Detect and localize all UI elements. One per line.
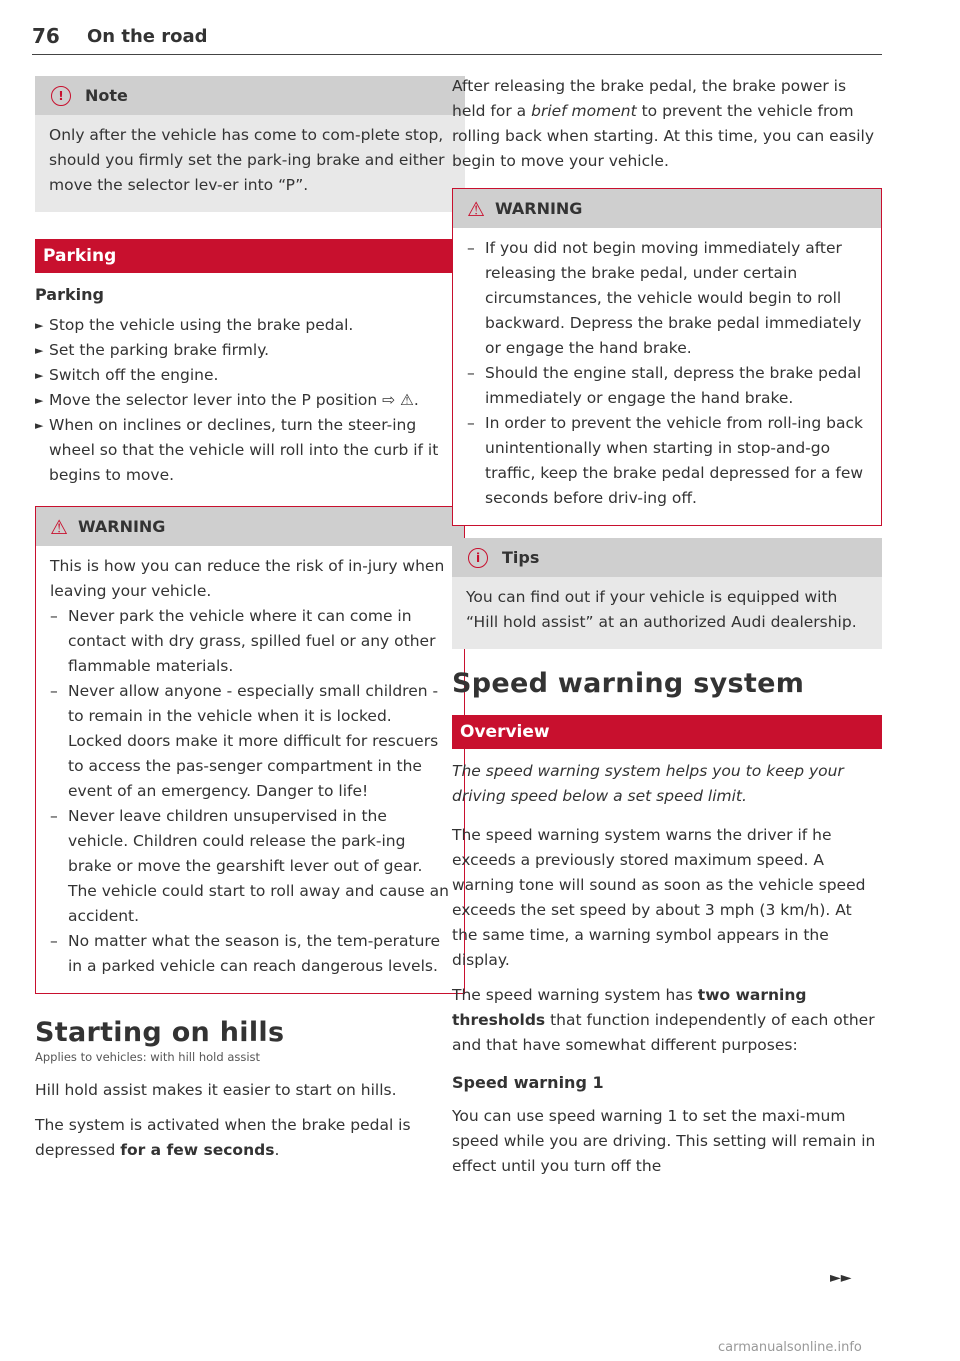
list-item: – In order to prevent the vehicle from roll-ing back unintentionally when starting in stop-and-go traffic, keep the brake pedal depressed for a few seconds before driv-ing off. <box>467 414 864 507</box>
parking-warning-box <box>35 506 465 994</box>
info-icon: i <box>468 548 488 568</box>
note-icon: ! <box>51 86 71 106</box>
speed-warning-1-paragraph: You can use speed warning 1 to set the maxi-mum speed while you are driving. This setting will remain in effect until you turn off the <box>452 1107 876 1175</box>
list-item: – No matter what the season is, the tem-perature in a parked vehicle can reach dangerous levels. <box>50 932 440 975</box>
list-item: – Never allow anyone - especially small children - to remain in the vehicle when it is locked. Locked doors make it more difficult for rescuers to access the pas-senger compartment in the event of an emergency. Danger to life! <box>50 682 439 800</box>
tips-body: You can find out if your vehicle is equipped with “Hill hold assist” at an authorized Audi dealership. <box>466 588 857 631</box>
warning-label: WARNING <box>494 199 583 218</box>
parking-section-bar: Parking <box>35 239 465 273</box>
section-title: On the road <box>87 26 208 47</box>
continue-arrow-icon: ►► <box>830 1270 852 1286</box>
overview-section-bar: Overview <box>452 715 882 749</box>
parking-heading: Parking <box>35 285 104 304</box>
warning-intro: This is how you can reduce the risk of in-jury when leaving your vehicle. <box>50 557 445 600</box>
tips-header <box>452 538 882 577</box>
note-label: Note <box>85 86 128 105</box>
list-item: – Never park the vehicle where it can come in contact with dry grass, spilled fuel or any other flammable materials. <box>50 607 436 675</box>
list-item: ► Stop the vehicle using the brake pedal. <box>35 316 354 334</box>
hill-warning-box <box>452 188 882 526</box>
warning-list <box>50 604 450 979</box>
overview-p2: The speed warning system has two warning thresholds that function independently of each other and that have somewhat different purposes: <box>452 986 875 1054</box>
warning-triangle-icon: ⚠ <box>50 514 68 539</box>
parking-steps <box>35 313 465 488</box>
note-header <box>35 76 465 115</box>
hills-p2: The system is activated when the brake pedal is depressed for a few seconds. <box>35 1116 411 1159</box>
list-item: ► Switch off the engine. <box>35 366 219 384</box>
speed-warning-title: Speed warning system <box>452 668 805 699</box>
tips-label: Tips <box>502 548 540 567</box>
list-item: – If you did not begin moving immediately after releasing the brake pedal, under certain circumstances, the vehicle would begin to roll backward. Depress the brake pedal immediately or engage the hand brake. <box>467 239 862 357</box>
warning-header <box>453 189 881 228</box>
warning-header <box>36 507 464 546</box>
list-item: – Never leave children unsupervised in the vehicle. Children could release the park-ing brake or move the gearshift lever out of gear. The vehicle could start to roll away and cause an accident. <box>50 807 449 925</box>
speed-warning-1-heading: Speed warning 1 <box>452 1073 604 1092</box>
footer-watermark: carmanualsonline.info <box>718 1340 862 1355</box>
hills-p1: Hill hold assist makes it easier to start on hills. <box>35 1081 397 1099</box>
overview-intro: The speed warning system helps you to keep your driving speed below a set speed limit. <box>452 762 844 805</box>
page-number: 76 <box>32 24 60 48</box>
warning-label: WARNING <box>77 517 166 536</box>
page-header <box>32 24 882 55</box>
tips-box <box>452 538 882 649</box>
note-body: Only after the vehicle has come to com-plete stop, should you firmly set the park-ing brake and either move the selector lev-er into “P”. <box>49 126 445 194</box>
note-box <box>35 76 465 212</box>
list-item: – Should the engine stall, depress the brake pedal immediately or engage the hand brake. <box>467 364 862 407</box>
list-item: ► When on inclines or declines, turn the steer-ing wheel so that the vehicle will roll into the curb if it begins to move. <box>35 416 439 484</box>
overview-p1: The speed warning system warns the driver if he exceeds a previously stored maximum speed. A warning tone will sound as soon as the vehicle speed exceeds the set speed by about 3 mph (3 km/h). At the same time, a warning symbol appears in the display. <box>452 826 866 969</box>
brake-release-paragraph: After releasing the brake pedal, the brake power is held for a brief moment to prevent the vehicle from rolling back when starting. At this time, you can easily begin to move your vehicle. <box>452 77 874 170</box>
warning-triangle-icon: ⚠ <box>467 196 485 221</box>
list-item: ► Move the selector lever into the P position ⇨ ⚠. <box>35 391 419 409</box>
hills-title: Starting on hills <box>35 1017 285 1048</box>
list-item: ► Set the parking brake firmly. <box>35 341 270 359</box>
warning-list <box>467 236 867 511</box>
right-column <box>452 74 882 1179</box>
left-column <box>35 70 465 1163</box>
hills-applies: Applies to vehicles: with hill hold assist <box>35 1050 261 1064</box>
